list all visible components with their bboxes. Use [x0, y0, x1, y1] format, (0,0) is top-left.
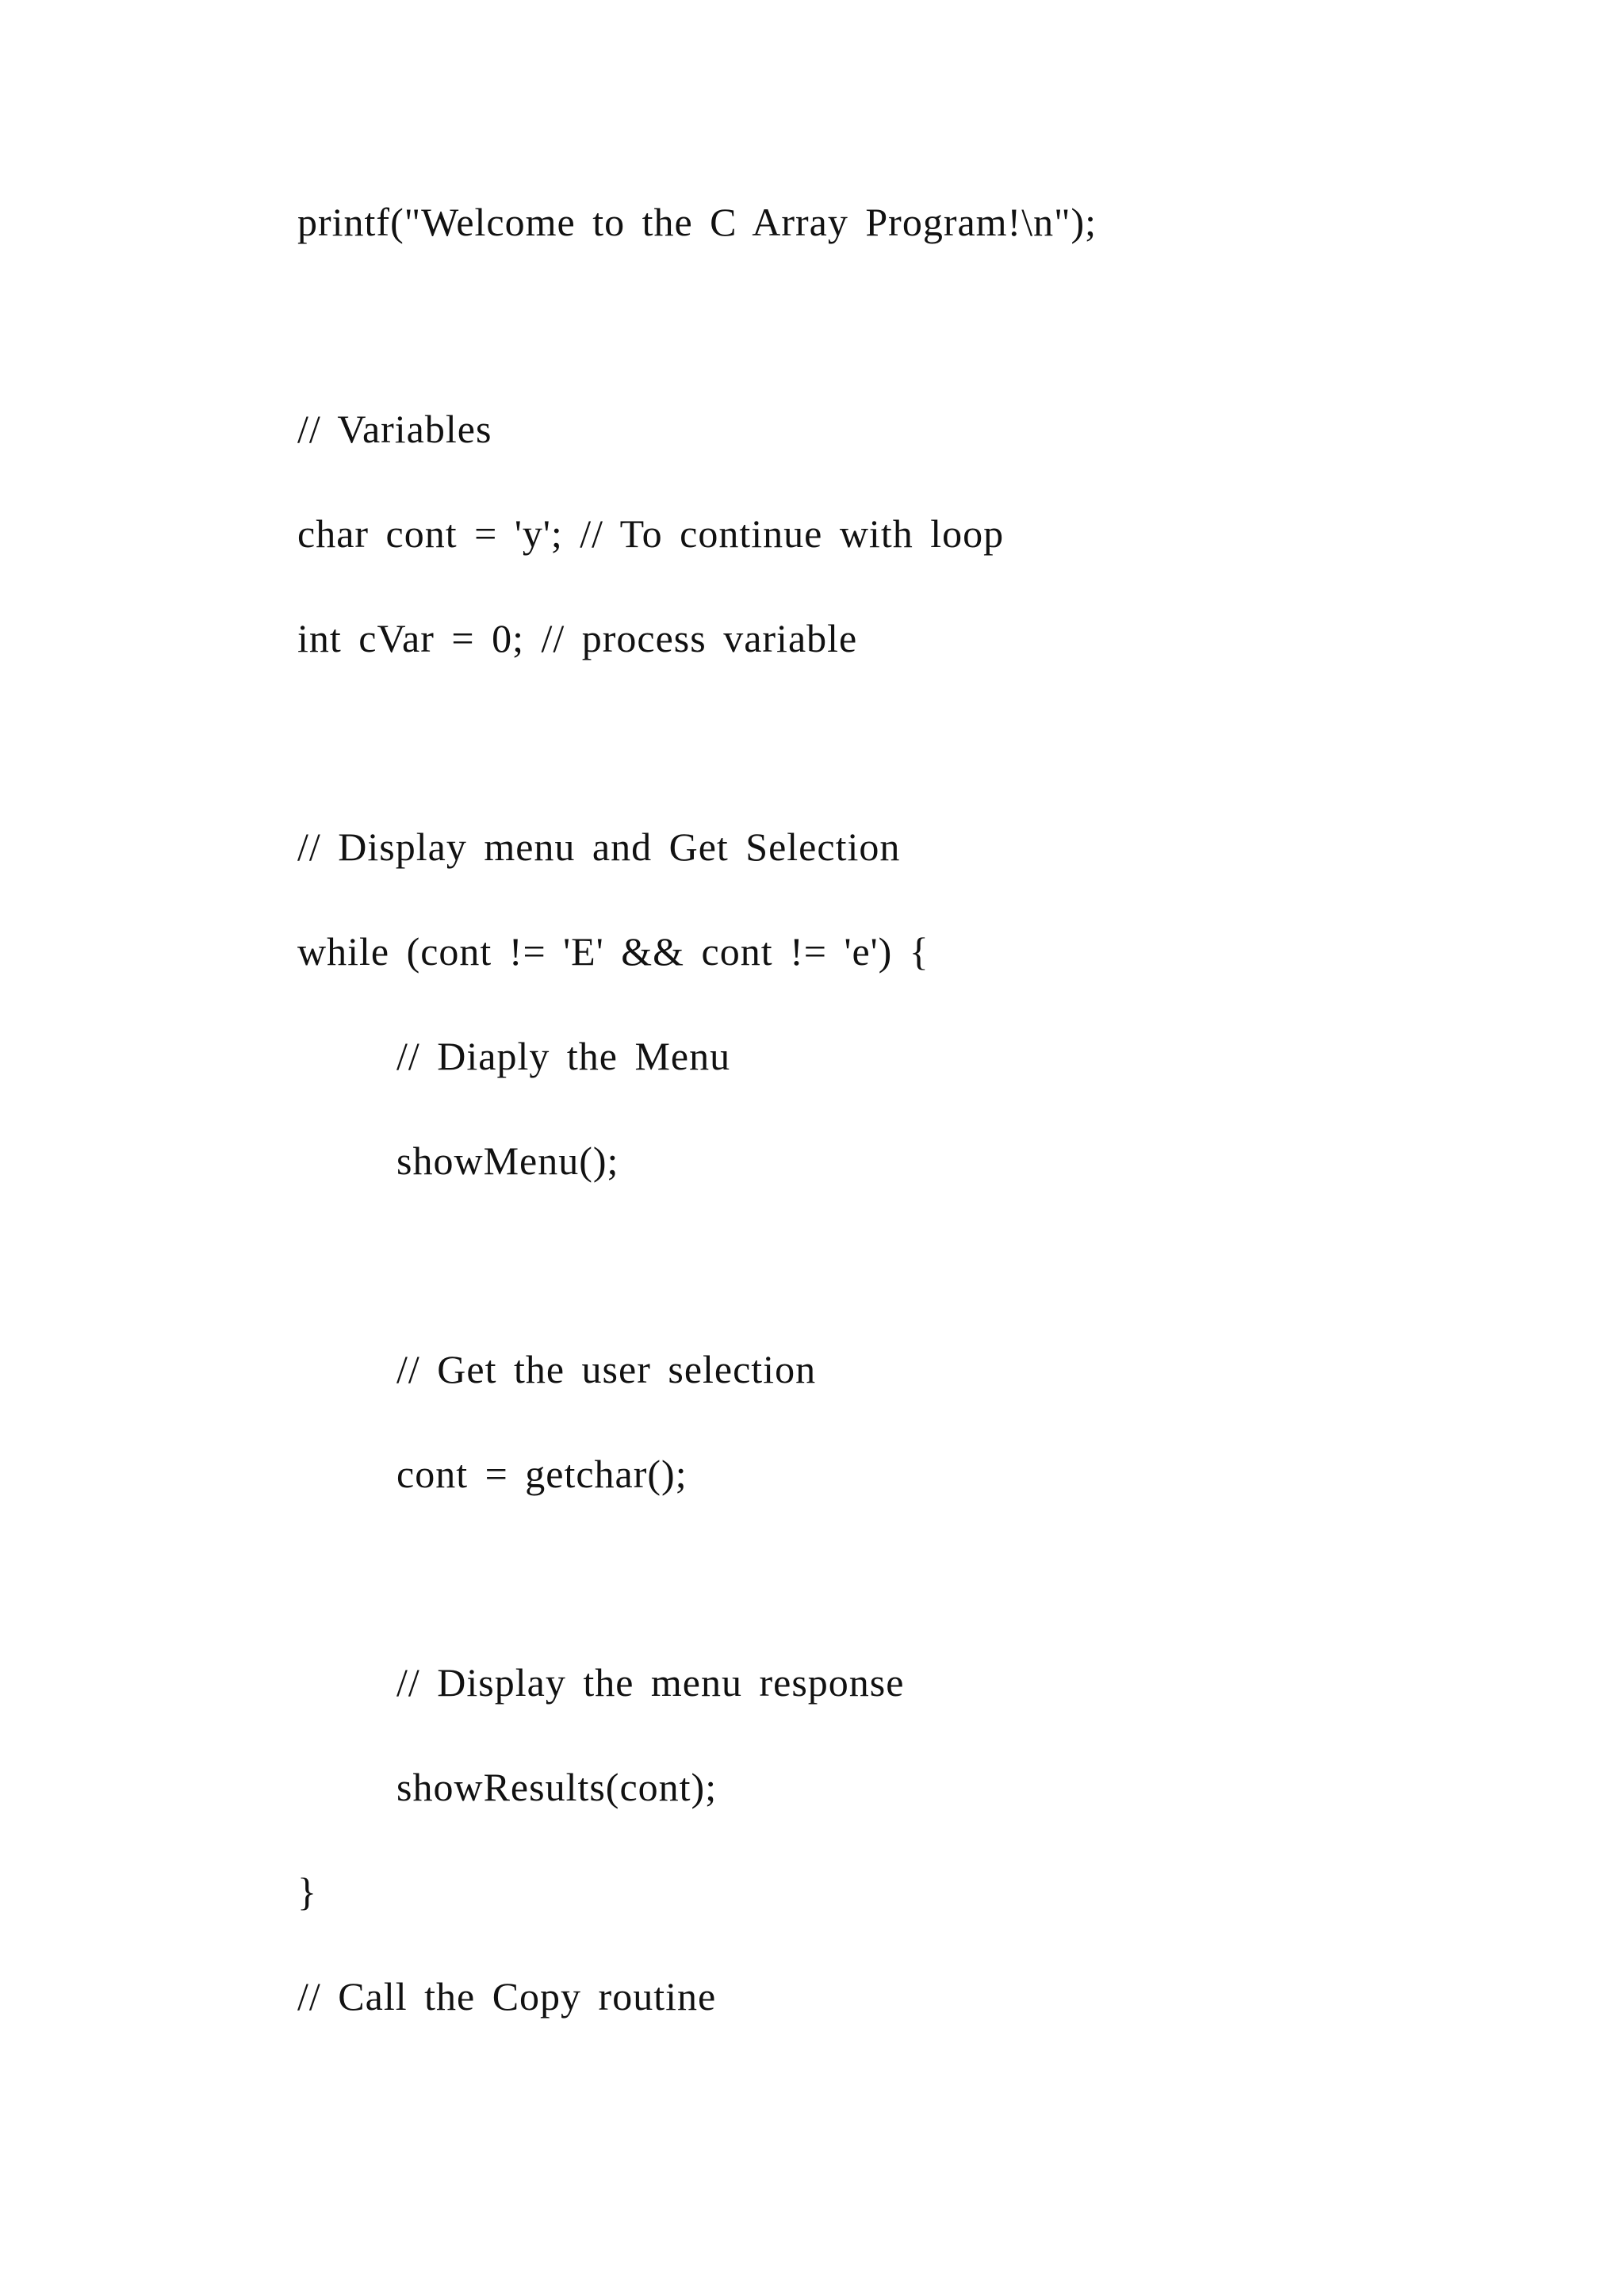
show-menu-call: showMenu(); [396, 1138, 619, 1183]
get-user-selection-comment: // Get the user selection [396, 1347, 817, 1391]
call-copy-routine-comment: // Call the Copy routine [297, 1974, 717, 2019]
show-results-call: showResults(cont); [396, 1765, 718, 1809]
getchar-assignment: cont = getchar(); [396, 1452, 688, 1496]
char-cont-declaration: char cont = 'y'; // To continue with loop [297, 511, 1005, 556]
printf-welcome-line: printf("Welcome to the C Array Program!\n"); [297, 200, 1097, 244]
display-menu-comment: // Display menu and Get Selection [297, 825, 901, 869]
closing-brace: } [297, 1869, 317, 1914]
variables-comment: // Variables [297, 407, 492, 451]
display-menu-response-comment: // Display the menu response [396, 1660, 905, 1705]
while-loop-header: while (cont != 'E' && cont != 'e') { [297, 929, 929, 974]
int-cvar-declaration: int cVar = 0; // process variable [297, 616, 858, 660]
diaply-menu-comment: // Diaply the Menu [396, 1034, 731, 1078]
